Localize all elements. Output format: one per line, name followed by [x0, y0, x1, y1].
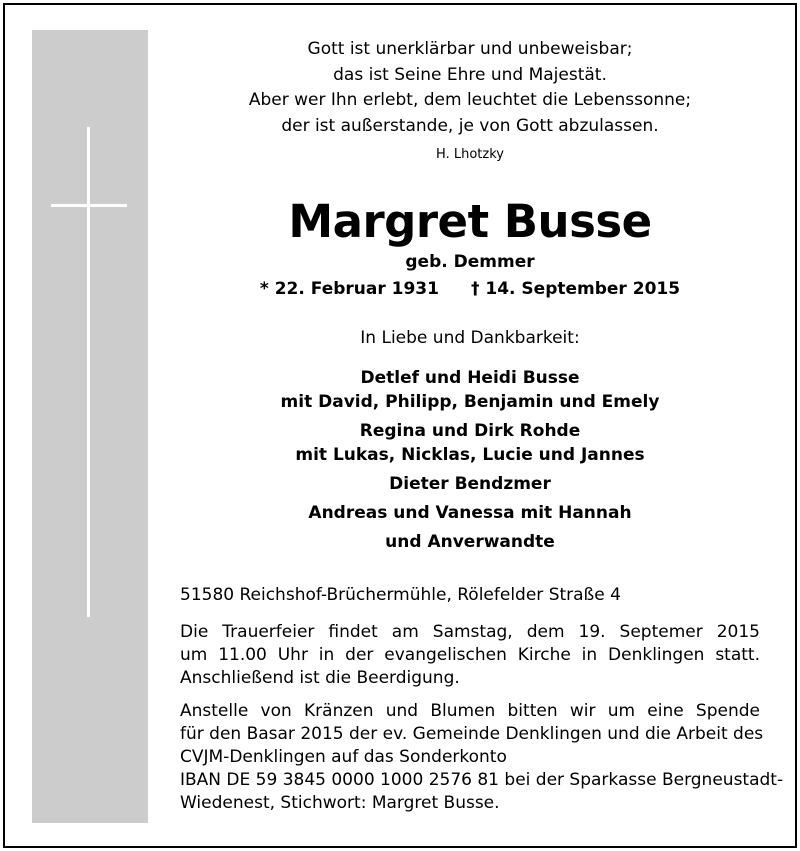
- notice-content: [180, 5, 784, 846]
- mourner-line: mit Lukas, Nicklas, Lucie und Jannes: [295, 445, 645, 465]
- donation-line: Anstelle von Kränzen und Blumen bitten wir um eine Spende: [180, 701, 760, 721]
- donation-line: Wiedenest, Stichwort: Margret Busse.: [180, 793, 500, 813]
- funeral-line: Anschließend ist die Beerdigung.: [180, 668, 460, 688]
- poem-line: Gott ist unerklärbar und unbeweisbar;: [307, 39, 633, 59]
- side-bar-with-cross: [32, 30, 148, 823]
- donation-line: CVJM-Denklingen auf das Sonderkonto: [180, 747, 507, 767]
- birth-date: * 22. Februar 1931: [259, 279, 439, 299]
- life-dates: [180, 279, 760, 299]
- cross-icon: [87, 127, 90, 617]
- birth-name: geb. Demmer: [405, 252, 535, 272]
- address: 51580 Reichshof-Brüchermühle, Rölefelder Straße 4: [180, 585, 621, 605]
- deceased-name: Margret Busse: [288, 195, 652, 248]
- mourners-intro: In Liebe und Dankbarkeit:: [360, 328, 580, 348]
- obituary-notice: [3, 3, 797, 848]
- poem-author: H. Lhotzky: [436, 147, 504, 162]
- mourner-line: Dieter Bendzmer: [389, 474, 551, 494]
- death-date: † 14. September 2015: [470, 279, 681, 299]
- mourner-line: Regina und Dirk Rohde: [359, 421, 581, 441]
- mourner-line: mit David, Philipp, Benjamin und Emely: [280, 392, 660, 412]
- donation-line: für den Basar 2015 der ev. Gemeinde Denklingen und die Arbeit des: [180, 724, 764, 744]
- donation-info: [180, 700, 784, 815]
- mourner-line: Detlef und Heidi Busse: [360, 368, 580, 388]
- poem: [180, 37, 760, 139]
- mourner-line: und Anverwandte: [385, 532, 555, 552]
- mourners-list: [180, 366, 760, 554]
- funeral-line: Die Trauerfeier findet am Samstag, dem 19. Septemer 2015: [180, 622, 760, 642]
- mourner-line: Andreas und Vanessa mit Hannah: [308, 503, 632, 523]
- poem-line: das ist Seine Ehre und Majestät.: [333, 64, 607, 85]
- funeral-line: um 11.00 Uhr in der evangelischen Kirche in Denklingen statt.: [180, 645, 760, 665]
- funeral-info: [180, 621, 760, 690]
- donation-line: IBAN DE 59 3845 0000 1000 2576 81 bei der Sparkasse Bergneustadt-: [180, 770, 784, 790]
- cross-icon-bar: [51, 204, 127, 207]
- poem-line: Aber wer Ihn erlebt, dem leuchtet die Lebenssonne;: [248, 90, 692, 110]
- poem-line: der ist außerstande, je von Gott abzulassen.: [281, 115, 659, 136]
